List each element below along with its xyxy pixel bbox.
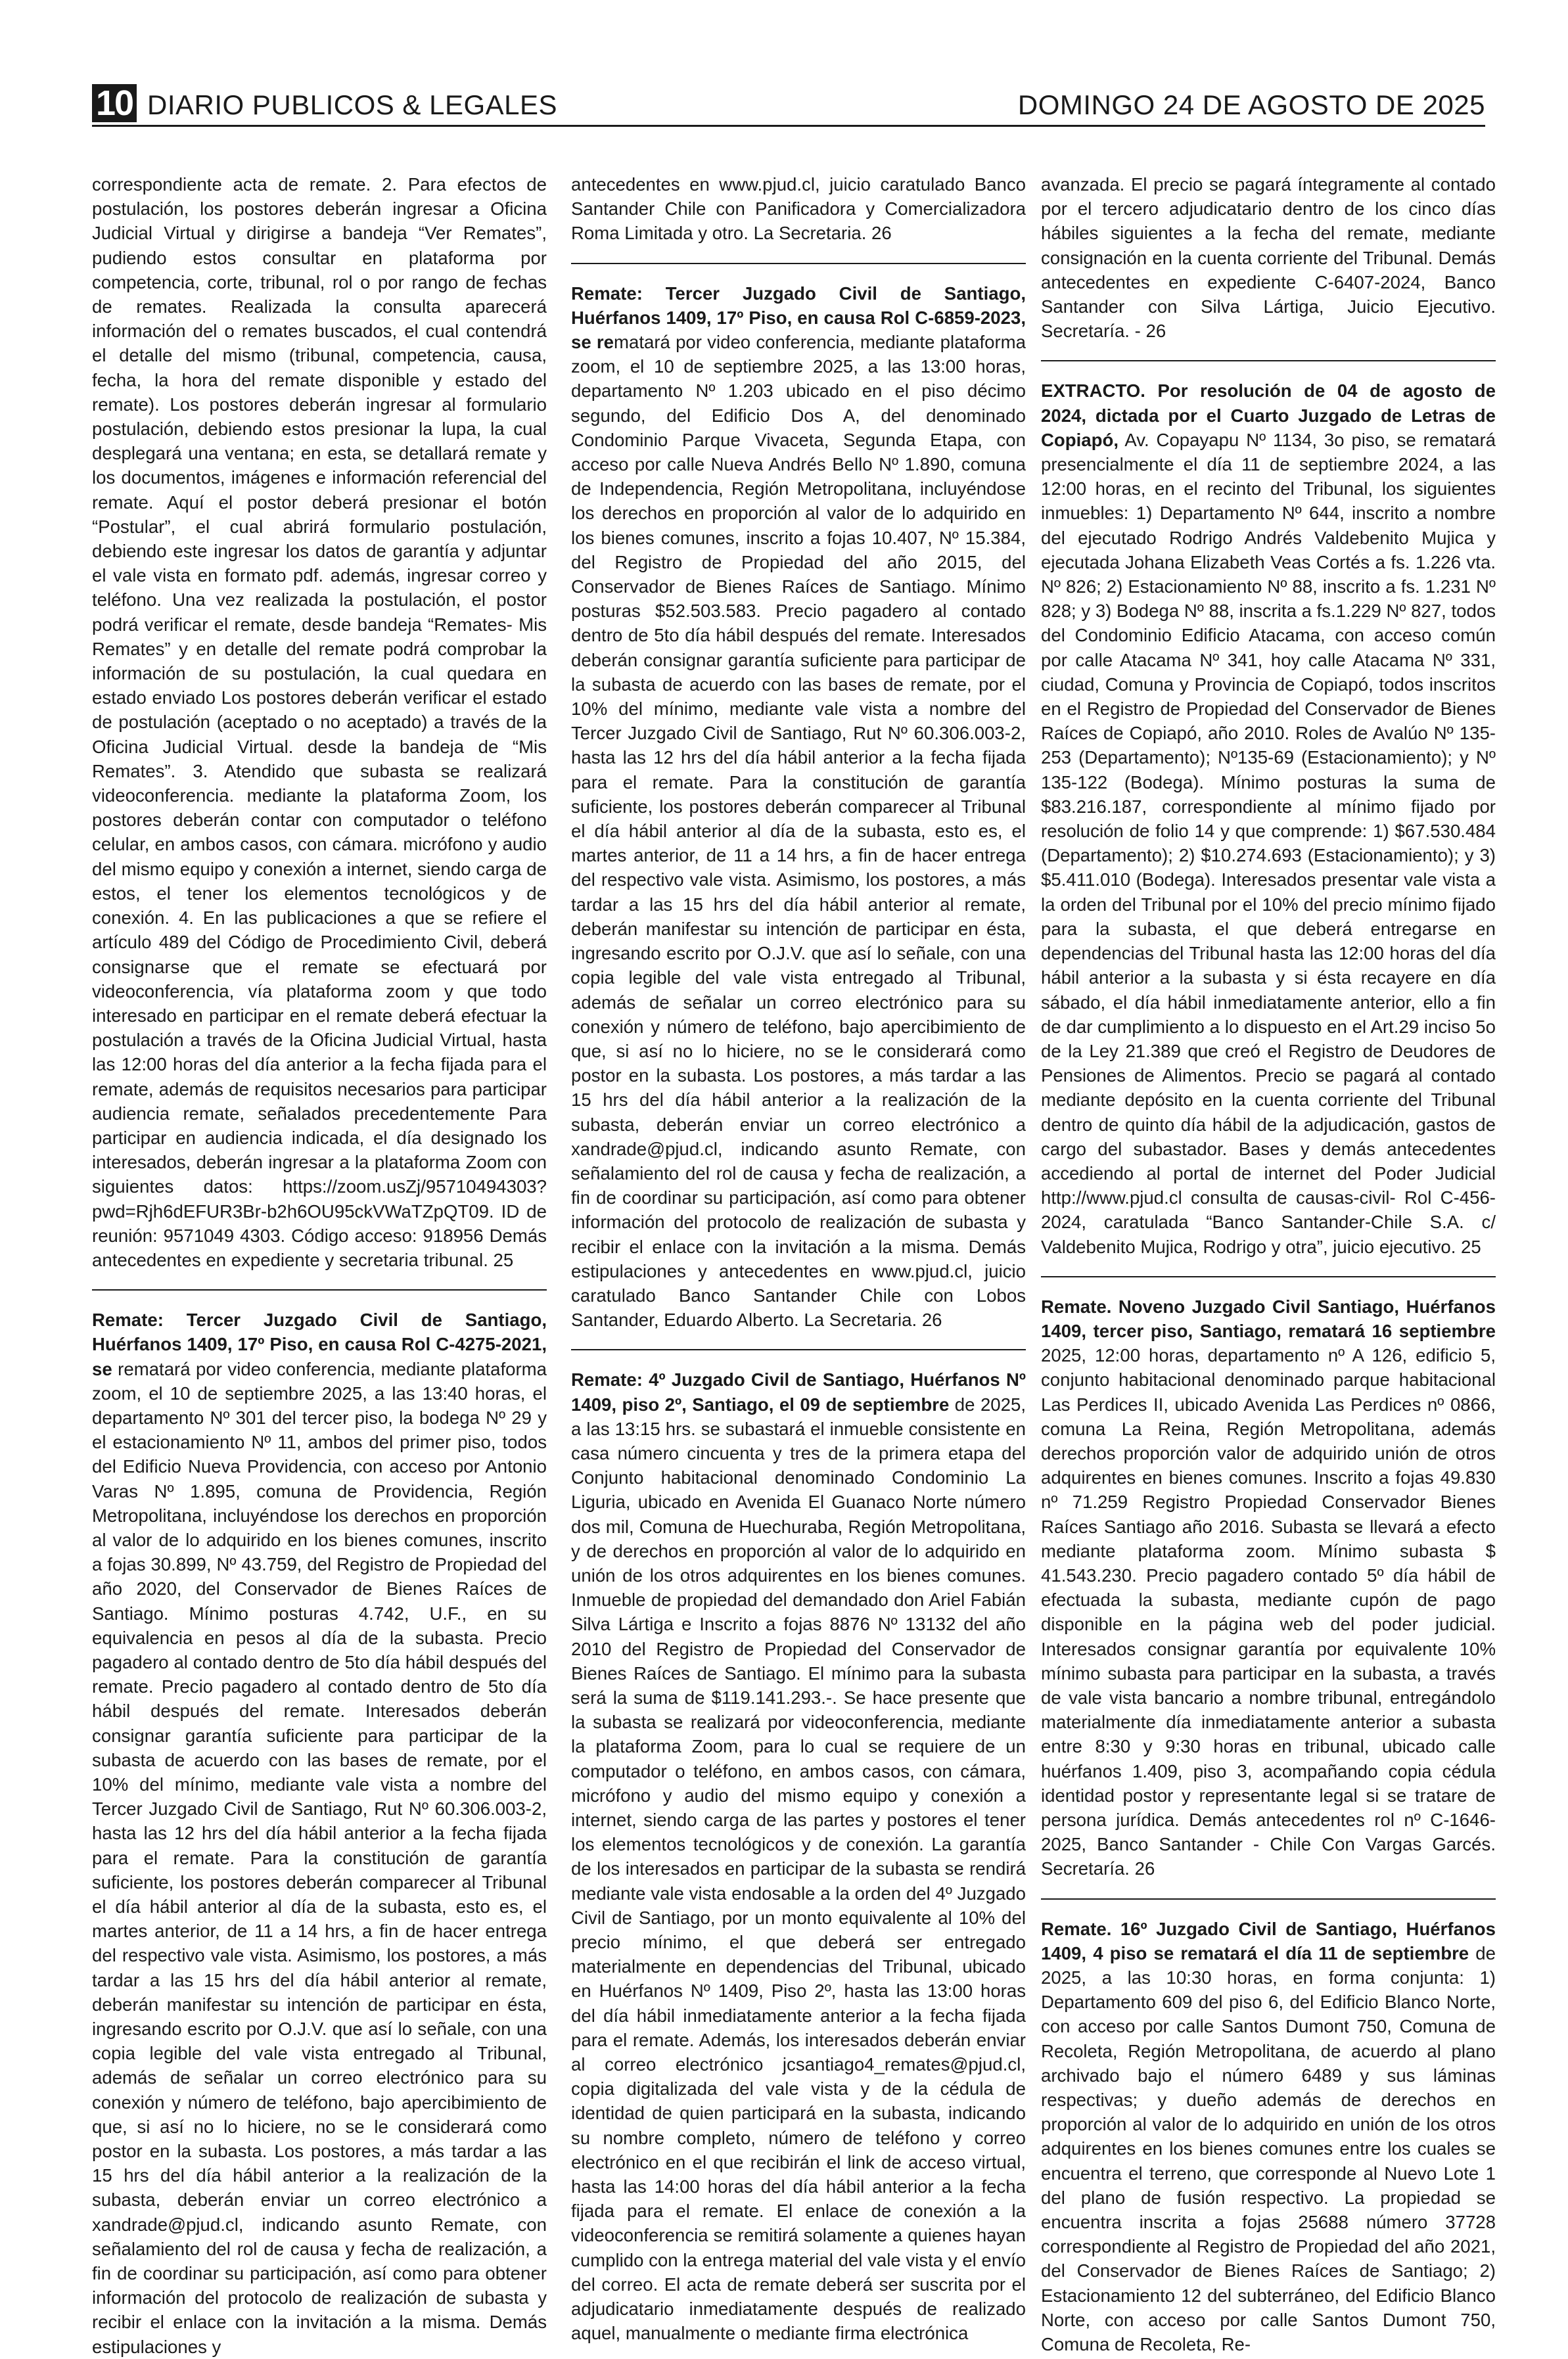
- notice-heading: Remate: Tercer Juzgado Civil de Santiago, Huérfanos 1409, 17º Piso, en causa Rol C-6859-2023, se re: [571, 283, 1026, 353]
- notice-divider: [571, 1349, 1026, 1350]
- notice-heading: Remate: 4º Juzgado Civil de Santiago, Huérfanos Nº 1409, piso 2º, Santiago, el 09 de septiembre: [571, 1369, 1026, 1415]
- notice-remate-c4275-2021: [92, 1308, 547, 2359]
- notice-heading: Remate. Noveno Juzgado Civil Santiago, Huérfanos 1409, tercer piso, Santiago, rematará 16 septiembre: [1041, 1296, 1496, 1341]
- notice-body: matará por video conferencia, mediante plataforma zoom, el 10 de septiembre 2025, a las 13:00 horas, departamento Nº 1.203 ubicado en el piso décimo segundo, del Edificio Dos A, del denominado Condominio Parque Vivaceta, Segunda Etapa, con acceso por calle Nueva Andrés Bello Nº 1.890, comuna de Independencia, Región Metropolitana, incluyéndose los derechos en proporción al valor de lo adquirido en los bienes comunes, inscrito a fojas 10.407, Nº 15.384, del Registro de Propiedad del año 2015, del Conservador de Bienes Raíces de Santiago. Mínimo posturas $52.503.583. Precio pagadero al contado dentro de 5to día hábil después del remate. Interesados deberán consignar garantía suficiente para participar de la subasta de acuerdo con las bases de remate, por el 10% del mínimo, mediante vale vista a nombre del Tercer Juzgado Civil de Santiago, Rut Nº 60.306.003-2, hasta las 12 hrs del día hábil anterior a la fecha fijada para el remate. Para la constitución de garantía suficiente, los postores deberán comparecer al Tribunal el día hábil anterior al día de la subasta, esto es, el martes anterior, de 11 a 14 hrs, a fin de hacer entrega del respectivo vale vista. Asimismo, los postores, a más tardar a las 15 hrs del día hábil anterior al remate, deberán manifestar su intención de participar en ésta, ingresando escrito por O.J.V. que así lo señale, con una copia legible del vale vista entregado al Tribunal, además de señalar un correo electrónico para su conexión y número de teléfono, bajo apercibimiento de que, si así no lo hiciere, no se le considerará como postor en la subasta. Los postores, a más tardar a las 15 hrs del día hábil anterior a la realización de la subasta, deberán enviar un correo electrónico a xandrade@pjud.cl, indicando asunto Remate, con señalamiento del rol de causa y fecha de realización, a fin de coordinar su participación, así como para obtener información del protocolo de realización de subasta y recibir el enlace con la invitación a la misma. Demás estipulaciones y antecedentes en www.pjud.cl, juicio caratulado Banco Santander Chile con Lobos Santander, Eduardo Alberto. La Secretaria. 26: [571, 332, 1026, 1331]
- section-title: DIARIO PUBLICOS & LEGALES: [147, 89, 558, 120]
- notice-continuation: [92, 172, 547, 1272]
- page-number: 10: [92, 84, 137, 122]
- notice-divider: [1041, 1276, 1496, 1277]
- notice-remate-noveno-juzgado: [1041, 1294, 1496, 1881]
- notice-body: de 2025, a las 10:30 horas, en forma conjunta: 1) Departamento 609 del piso 6, del Edificio Blanco Norte, con acceso por calle Santos Dumont 750, Comuna de Recoleta, Región Metropolitana, de acuerdo al plano archivado bajo el número 6489 y sus láminas respectivas; y dueño además de derechos en proporción al valor de lo adquirido en unión de los otros adquirentes en los bienes comunes entre los cuales se encuentra el terreno, que corresponde al Nuevo Lote 1 del plano de fusión respectivo. La propiedad se encuentra inscrita a fojas 25688 número 37728 correspondiente al Registro de Propiedad del año 2021, del Conservador de Bienes Raíces de Santiago; 2) Estacionamiento 12 del subterráneo, del Edificio Blanco Norte, con acceso por calle Santos Dumont 750, Comuna de Recoleta, Re-: [1041, 1942, 1496, 2355]
- notice-body: avanzada. El precio se pagará íntegramente al contado por el tercero adjudicatario dentro de los cinco días hábiles siguientes a la fecha del remate, mediante consignación en la cuenta corriente del Tribunal. Demás antecedentes en expediente C-6407-2024, Banco Santander con Silva Lártiga, Juicio Ejecutivo. Secretaría. - 26: [1041, 174, 1496, 342]
- notice-heading: EXTRACTO. Por resolución de 04 de agosto de 2024, dictada por el Cuarto Juzgado de Letras de Copiapó,: [1041, 380, 1496, 450]
- notice-heading: Remate. 16º Juzgado Civil de Santiago, Huérfanos 1409, 4 piso se rematará el día 11 de septiembre: [1041, 1918, 1496, 1963]
- notice-remate-16-juzgado: [1041, 1917, 1496, 2357]
- notice-remate-c6859-2023: [571, 281, 1026, 1333]
- notice-divider: [1041, 360, 1496, 361]
- notice-extracto-copiapo: [1041, 378, 1496, 1258]
- notice-continuation: [571, 172, 1026, 246]
- page-header: [92, 84, 1485, 127]
- notice-divider: [1041, 1898, 1496, 1900]
- notice-body: rematará por video conferencia, mediante plataforma zoom, el 10 de septiembre 2025, a las 13:40 horas, el departamento Nº 301 del tercer piso, la bodega Nº 29 y el estacionamiento Nº 11, ambos del primer piso, todos del Edificio Nueva Providencia, con acceso por Antonio Varas Nº 1.895, comuna de Providencia, Región Metropolitana, incluyéndose los derechos en proporción al valor de lo adquirido en los bienes comunes, inscrito a fojas 30.899, Nº 43.759, del Registro de Propiedad del año 2020, del Conservador de Bienes Raíces de Santiago. Mínimo posturas 4.742, U.F., en su equivalencia en pesos al día de la subasta. Precio pagadero al contado dentro de 5to día hábil después del remate. Precio pagadero al contado dentro de 5to día hábil después del remate. Interesados deberán consignar garantía suficiente para participar de la subasta de acuerdo con las bases de remate, por el 10% del mínimo, mediante vale vista a nombre del Tercer Juzgado Civil de Santiago, Rut Nº 60.306.003-2, hasta las 12 hrs del día hábil anterior a la fecha fijada para el remate. Para la constitución de garantía suficiente, los postores deberán comparecer al Tribunal el día hábil anterior al día de la subasta, esto es, el martes anterior, de 11 a 14 hrs, a fin de hacer entrega del respectivo vale vista. Asimismo, los postores, a más tardar a las 15 hrs del día hábil anterior al remate, deberán manifestar su intención de participar en ésta, ingresando escrito por O.J.V. que así lo señale, con una copia legible del vale vista entregado al Tribunal, además de señalar un correo electrónico para su conexión y número de teléfono, bajo apercibimiento de que, si así no lo hiciere, no se le considerará como postor en la subasta. Los postores, a más tardar a las 15 hrs del día hábil anterior a la realización de la subasta, deberán enviar un correo electrónico a xandrade@pjud.cl, indicando asunto Remate, con señalamiento del rol de causa y fecha de realización, a fin de coordinar su participación, así como para obtener información del protocolo de realización de subasta y recibir el enlace con la invitación a la misma. Demás estipulaciones y: [92, 1358, 547, 2357]
- column-1: [92, 172, 547, 2357]
- column-3: [1041, 172, 1496, 2355]
- notice-heading: Remate: Tercer Juzgado Civil de Santiago, Huérfanos 1409, 17º Piso, en causa Rol C-4275-2021, se: [92, 1310, 547, 1379]
- notice-continuation: [1041, 172, 1496, 343]
- notice-body: correspondiente acta de remate. 2. Para efectos de postulación, los postores deberán ingresar a Oficina Judicial Virtual y dirigirse a bandeja “Ver Remates”, pudiendo estos consultar en plataforma por competencia, corte, tribunal, rol o por rango de fechas de remates. Realizada la consulta aparecerá información del o remates buscados, el cual contendrá el detalle del mismo (tribunal, competencia, causa, fecha, la hora del remate disponible y estado del remate). Los postores deberán ingresar al formulario postulación, debiendo estos presionar la lupa, la cual desplegará una ventana; en esta, se detallará remate y los documentos, imágenes e información referencial del remate. Aquí el postor deberá presionar el botón “Postular”, el cual abrirá formulario postulación, debiendo este ingresar los datos de garantía y adjuntar el vale vista en formato pdf. además, ingresar correo y teléfono. Una vez realizada la postulación, el postor podrá verificar el remate, desde bandeja “Remates- Mis Remates” y en detalle del remate podrá comprobar la información de su postulación, la cual quedara en estado enviado Los postores deberán verificar el estado de postulación (aceptado o no aceptado) a través de la Oficina Judicial Virtual. desde la bandeja de “Mis Remates”. 3. Atendido que subasta se realizará videoconferencia. mediante la plataforma Zoom, los postores deberán contar con computador o teléfono celular, en ambos casos, con cámara. micrófono y audio del mismo equipo y conexión a internet, siendo carga de estos, el tener los elementos tecnológicos y de conexión. 4. En las publicaciones a que se refiere el artículo 489 del Código de Procedimiento Civil, deberá consignarse que el remate se efectuará por videoconferencia, vía plataforma zoom y que todo interesado en participar en el remate deberá efectuar la postulación a través de la Oficina Judicial Virtual, hasta las 12:00 horas del día anterior a la fecha fijada para el remate, además de requisitos necesarios para participar audiencia remate, señalados precedentemente Para participar en audiencia indicada, el día designado los interesados, deberán ingresar a la plataforma Zoom con siguientes datos: https://zoom.usZj/95710494303?pwd=Rjh6dEFUR3Br-b2h6OU95ckVWaTZpQT09. ID de reunión: 9571049 4303. Código acceso: 918956 Demás antecedentes en expediente y secretaria tribunal. 25: [92, 174, 547, 1270]
- issue-date: DOMINGO 24 DE AGOSTO DE 2025: [1017, 89, 1485, 120]
- notice-body: Av. Copayapu Nº 1134, 3o piso, se rematará presencialmente el día 11 de septiembre 2024, a las 12:00 horas, en el recinto del Tribunal, los siguientes inmuebles: 1) Departamento Nº 644, inscrito a nombre del ejecutado Rodrigo Andrés Valdebenito Mujica y ejecutada Johana Elizabeth Veas Cortés a fs. 1.226 vta. Nº 826; 2) Estacionamiento Nº 88, inscrito a fs. 1.231 Nº 828; y 3) Bodega Nº 88, inscrita a fs.1.229 Nº 827, todos del Condominio Edificio Atacama, con acceso común por calle Atacama Nº 341, hoy calle Atacama Nº 331, ciudad, Comuna y Provincia de Copiapó, todos inscritos en el Registro de Propiedad del Conservador de Bienes Raíces de Copiapó, año 2010. Roles de Avalúo Nº 135-253 (Departamento); Nº135-69 (Estacionamiento); y Nº 135-122 (Bodega). Mínimo posturas la suma de $83.216.187, correspondiente al mínimo fijado por resolución de folio 14 y que comprende: 1) $67.530.484 (Departamento); 2) $10.274.693 (Estacionamiento); y 3) $5.411.010 (Bodega). Interesados presentar vale vista a la orden del Tribunal por el 10% del precio mínimo fijado para la subasta, el que deberá entregarse en dependencias del Tribunal hasta las 12:00 horas del día hábil anterior a la subasta y si ésta recayere en día sábado, el día hábil inmediatamente anterior, ello a fin de dar cumplimiento a lo dispuesto en el Art.29 inciso 5o de la Ley 21.389 que creó el Registro de Deudores de Pensiones de Alimentos. Precio se pagará al contado mediante depósito en la cuenta corriente del Tribunal dentro de quinto día hábil de la adjudicación, gastos de cargo del subastador. Bases y demás antecedentes accediendo al portal de internet del Poder Judicial http://www.pjud.cl consulta de causas-civil- Rol C-456-2024, caratulada “Banco Santander-Chile S.A. c/ Valdebenito Mujica, Rodrigo y otra”, juicio ejecutivo. 25: [1041, 429, 1496, 1257]
- notice-divider: [571, 263, 1026, 264]
- column-2: [571, 172, 1026, 2344]
- notice-remate-4-juzgado: [571, 1367, 1026, 2345]
- notice-body: de 2025, a las 13:15 hrs. se subastará el inmueble consistente en casa número cincuenta y tres de la primera etapa del Conjunto habitacional denominado Condominio La Liguria, ubicado en Avenida El Guanaco Norte número dos mil, Comuna de Huechuraba, Región Metropolitana, y de derechos en proporción al valor de lo adquirido en unión de los otros adquirentes en los bienes comunes. Inmueble de propiedad del demandado don Ariel Fabián Silva Lártiga e Inscrito a fojas 8876 Nº 13132 del año 2010 del Registro de Propiedad del Conservador de Bienes Raíces de Santiago. El mínimo para la subasta será la suma de $119.141.293.-. Se hace presente que la subasta se realizará por videoconferencia, mediante la plataforma Zoom, para lo cual se requiere de un computador o teléfono, en ambos casos, con cámara, micrófono y audio del mismo equipo y conexión a internet, siendo carga de las partes y postores el tener los elementos tecnológicos y de conexión. La garantía de los interesados en participar de la subasta se rendirá mediante vale vista endosable a la orden del 4º Juzgado Civil de Santiago, por un monto equivalente al 10% del precio mínimo, el que deberá ser entregado materialmente en dependencias del Tribunal, ubicado en Huérfanos Nº 1409, Piso 2º, hasta las 13:00 horas del día hábil inmediatamente anterior a la fecha fijada para el remate. Además, los interesados deberán enviar al correo electrónico jcsantiago4_remates@pjud.cl, copia digitalizada del vale vista y de la cédula de identidad de quien participará en la subasta, indicando su nombre completo, número de teléfono y correo electrónico en el que recibirán el link de acceso virtual, hasta las 14:00 horas del día hábil anterior a la fecha fijada para el remate. El enlace de conexión a la videoconferencia se remitirá solamente a quienes hayan cumplido con la entrega material del vale vista y el envío del correo. El acta de remate deberá ser suscrita por el adjudicatario inmediatamente después de realizado aquel, manualmente o mediante firma electrónica: [571, 1394, 1026, 2344]
- notice-body: 2025, 12:00 horas, departamento nº A 126, edificio 5, conjunto habitacional denominado parque habitacional Las Perdices II, ubicado Avenida Las Perdices nº 0866, comuna La Reina, Región Metropolitana, además derechos proporción valor de adquirido unión de otros adquirentes en bienes comunes. Inscrito a fojas 49.830 nº 71.259 Registro Propiedad Conservador Bienes Raíces Santiago año 2016. Subasta se llevará a efecto mediante plataforma zoom. Mínimo subasta $ 41.543.230. Precio pagadero contado 5º día hábil de efectuada la subasta, mediante cupón de pago disponible en la página web del poder judicial. Interesados consignar garantía por equivalente 10% mínimo subasta para participar en la subasta, a través de vale vista bancario a nombre tribunal, entregándolo materialmente día inmediatamente anterior a subasta entre 8:30 y 9:30 horas en tribunal, ubicado calle huérfanos 1.409, piso 3, acompañando copia cédula identidad postor y representante legal si se tratare de persona jurídica. Demás antecedentes rol nº C-1646-2025, Banco Santander - Chile Con Vargas Garcés. Secretaría. 26: [1041, 1345, 1496, 1879]
- notice-body: antecedentes en www.pjud.cl, juicio caratulado Banco Santander Chile con Panificadora y Comercializadora Roma Limitada y otro. La Secretaria. 26: [571, 174, 1026, 244]
- notice-divider: [92, 1289, 547, 1291]
